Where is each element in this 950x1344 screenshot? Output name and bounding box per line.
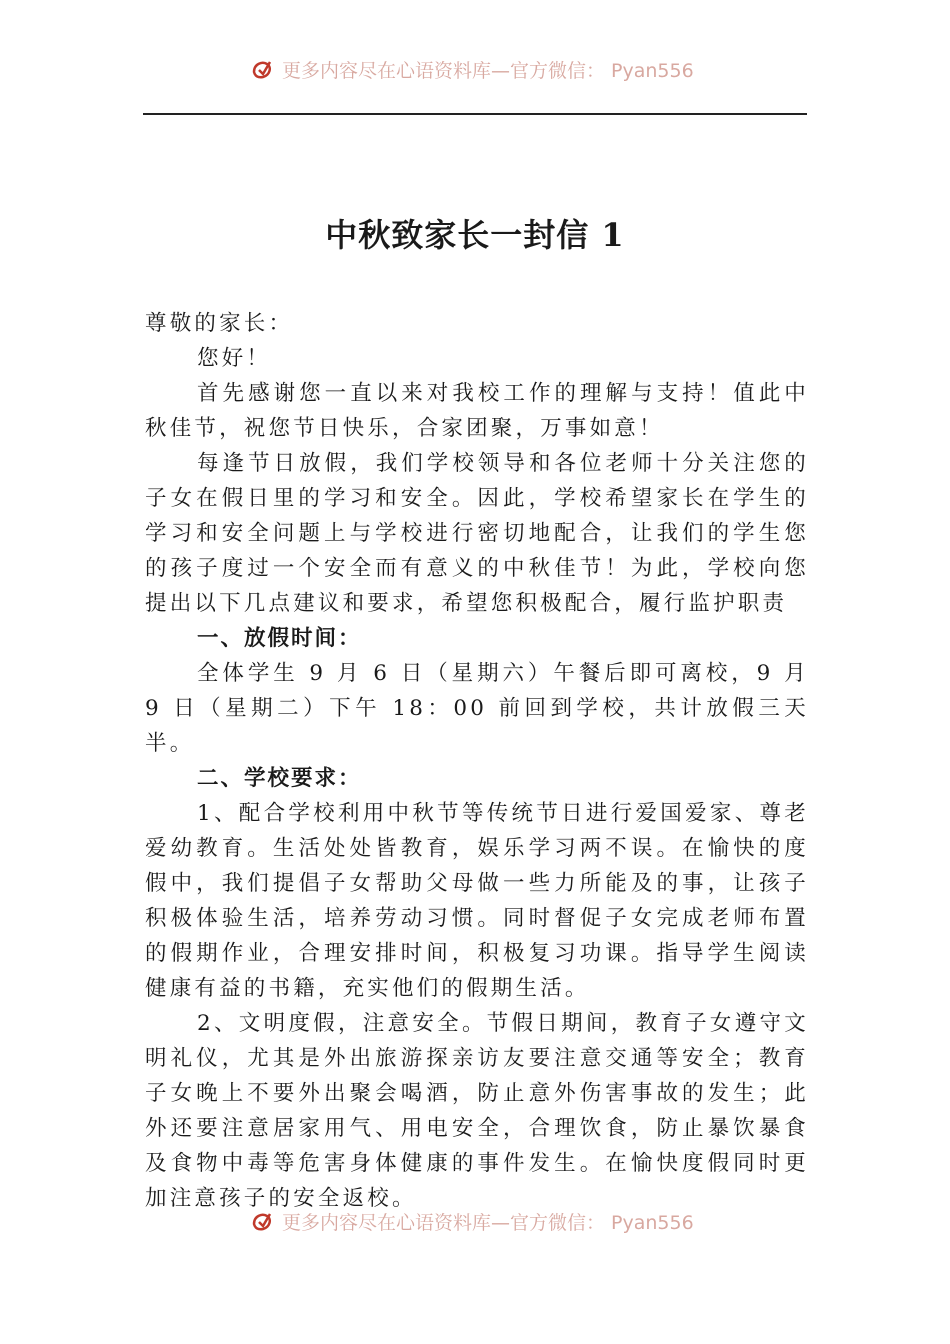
page-footer [0, 1204, 950, 1244]
document-body [145, 306, 809, 1216]
header-watermark [250, 56, 694, 83]
footer-watermark [250, 1208, 694, 1235]
section-heading-school-requirements: 二、学校要求： [197, 766, 362, 791]
watermark-text: 更多内容尽在心语资料库—官方微信： Pyan556 [282, 60, 694, 82]
greeting: 您好！ [197, 346, 272, 371]
salutation: 尊敬的家长： [145, 311, 294, 336]
section-heading-holiday-time: 一、放假时间： [197, 626, 362, 651]
paragraph: 首先感谢您一直以来对我校工作的理解与支持！值此中秋佳节，祝您节日快乐，合家团聚，万事如意！ [145, 381, 809, 441]
paragraph: 每逢节日放假，我们学校领导和各位老师十分关注您的子女在假日里的学习和安全。因此，学校希望家长在学生的学习和安全问题上与学校进行密切地配合，让我们的学生您的孩子度过一个安全而有意义的中秋佳节！为此，学校向您提出以下几点建议和要求，希望您积极配合，履行监护职责 [145, 451, 809, 616]
header-divider [143, 113, 807, 115]
logo-icon [250, 1210, 276, 1234]
watermark-text: 更多内容尽在心语资料库—官方微信： Pyan556 [282, 1212, 694, 1234]
page-header [0, 52, 950, 92]
requirement-item: 2、文明度假，注意安全。节假日期间，教育子女遵守文明礼仪，尤其是外出旅游探亲访友要注意交通等安全；教育子女晚上不要外出聚会喝酒，防止意外伤害事故的发生；此外还要注意居家用气、用电安全，合理饮食，防止暴饮暴食及食物中毒等危害身体健康的事件发生。在愉快度假同时更加注意孩子的安全返校。 [145, 1011, 809, 1211]
requirement-item: 1、配合学校利用中秋节等传统节日进行爱国爱家、尊老爱幼教育。生活处处皆教育，娱乐学习两不误。在愉快的度假中，我们提倡子女帮助父母做一些力所能及的事，让孩子积极体验生活，培养劳动习惯。同时督促子女完成老师布置的假期作业，合理安排时间，积极复习功课。指导学生阅读健康有益的书籍，充实他们的假期生活。 [145, 801, 809, 1001]
section-text-holiday-time: 全体学生 9 月 6 日（星期六）午餐后即可离校，9 月 9 日（星期二）下午 18：00 前回到学校，共计放假三天半。 [145, 661, 809, 756]
logo-icon [250, 58, 276, 82]
document-title: 中秋致家长一封信 1 [325, 216, 625, 254]
